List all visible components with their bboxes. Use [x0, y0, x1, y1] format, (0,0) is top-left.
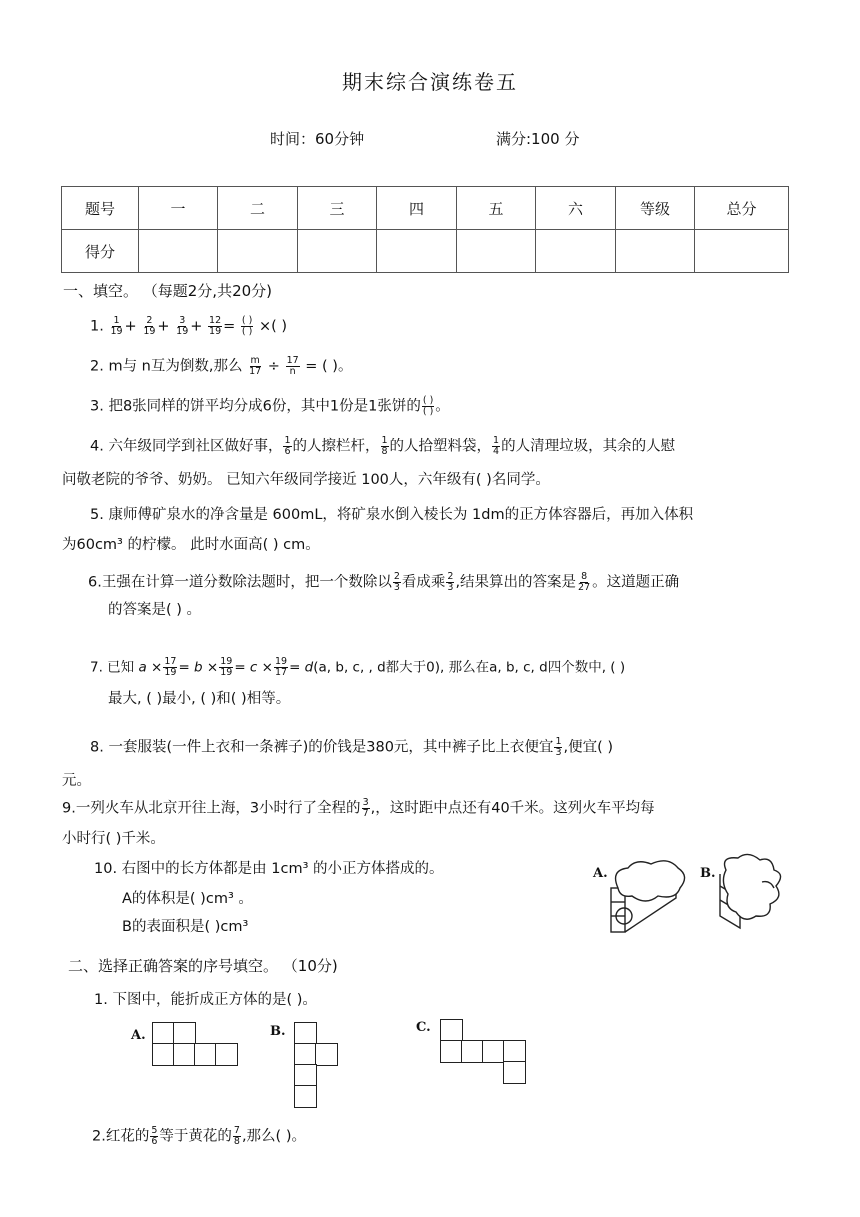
- score-table-header-cell: 二: [218, 187, 298, 230]
- question-5-line2: 为60cm³ 的柠檬。 此时水面高( ) cm。: [62, 537, 320, 553]
- math-expression: = c ×: [234, 659, 273, 676]
- question-4: [90, 436, 675, 457]
- score-table-header-cell: 五: [457, 187, 536, 230]
- score-cell[interactable]: [457, 230, 536, 273]
- net-square: [173, 1043, 196, 1066]
- question-text: 等于黄花的: [159, 1128, 232, 1145]
- s2-question-2: [92, 1126, 306, 1147]
- net-square: [482, 1040, 505, 1063]
- net-square: [315, 1043, 338, 1066]
- net-square: [152, 1022, 175, 1045]
- net-square: [294, 1043, 317, 1066]
- net-square: [152, 1043, 175, 1066]
- fraction: $\frac{2}{19}$: [143, 315, 156, 337]
- score-cell[interactable]: [218, 230, 298, 273]
- question-text: (a, b, c, , d都大于0), 那么在a, b, c, d四个数中, ( ): [313, 659, 626, 676]
- question-text: ,便宜( ): [563, 739, 614, 756]
- question-text: ,结果算出的答案是: [455, 574, 577, 591]
- net-square: [215, 1043, 238, 1066]
- question-9-line2: 小时行( )千米。: [62, 831, 165, 847]
- score-table-header-cell: 总分: [695, 187, 789, 230]
- fraction: $\frac{2}{3}$: [393, 571, 400, 593]
- score-cell[interactable]: [377, 230, 457, 273]
- score-cell[interactable]: [139, 230, 218, 273]
- answer-blank[interactable]: = ( )。: [305, 358, 353, 375]
- time-label: 时间：60分钟: [270, 130, 365, 148]
- fraction: $\frac{7}{8}$: [233, 1125, 240, 1147]
- fraction: $\frac{1}{8}$: [381, 435, 388, 457]
- question-text: 9.一列火车从北京开往上海，3小时行了全程的: [62, 800, 361, 817]
- math-expression: = d: [289, 659, 314, 676]
- score-table-header-row: [62, 187, 789, 230]
- score-table-header-cell: 三: [298, 187, 377, 230]
- page-title: 期末综合演练卷五: [342, 70, 518, 94]
- score-cell[interactable]: [298, 230, 377, 273]
- score-table-score-row: [62, 230, 789, 273]
- score-table: [61, 186, 789, 273]
- fraction: $\frac{19}{17}$: [274, 656, 288, 678]
- question-10-line3: B的表面积是( )cm³: [122, 919, 249, 935]
- question-10-line2: A的体积是( )cm³ 。: [122, 891, 253, 907]
- question-4-line2: 问敬老院的爷爷、奶奶。 已知六年级同学接近 100人，六年级有( )名同学。: [62, 472, 550, 488]
- question-number: 1.: [90, 318, 104, 335]
- net-square: [461, 1040, 484, 1063]
- punctuation: 。: [435, 398, 450, 415]
- question-text: ,，这时距中点还有40千米。这列火车平均每: [370, 800, 655, 817]
- question-text: 2. m与 n互为倒数,那么: [90, 358, 243, 375]
- section1-heading: 一、填空。 （每题2分,共20分): [63, 282, 273, 300]
- score-cell[interactable]: [616, 230, 695, 273]
- question-text: 的人清理垃圾，其余的人慰: [501, 438, 676, 455]
- fraction: $\frac{1}{3}$: [555, 736, 562, 758]
- net-square: [294, 1022, 317, 1045]
- score-cell[interactable]: [536, 230, 616, 273]
- fraction: $\frac{17}{19}$: [164, 656, 177, 678]
- score-table-header-cell: 六: [536, 187, 616, 230]
- net-label-b: B.: [270, 1024, 286, 1039]
- fraction: $\frac{19}{19}$: [220, 656, 233, 678]
- net-square: [294, 1085, 317, 1108]
- fraction: $\frac{1}{19}$: [110, 315, 123, 337]
- question-text: 8. 一套服装(一件上衣和一条裤子)的价钱是380元，其中裤子比上衣便宜: [90, 739, 554, 756]
- fraction: $\frac{8}{27}$: [578, 571, 591, 593]
- score-cell[interactable]: [695, 230, 789, 273]
- score-table-header-cell: 四: [377, 187, 457, 230]
- question-text: 3. 把8张同样的饼平均分成6份，其中1份是1张饼的: [90, 398, 421, 415]
- s2-question-1: 1. 下图中，能折成正方体的是( )。: [94, 992, 317, 1008]
- net-square: [440, 1019, 463, 1042]
- question-text: ,那么( )。: [241, 1128, 306, 1145]
- fraction: $\frac{m}{17}$: [249, 355, 262, 377]
- question-text: 的人拾塑料袋，: [389, 438, 492, 455]
- question-6: [88, 572, 679, 593]
- fraction: $\frac{3}{19}$: [176, 315, 189, 337]
- question-text: 7. 已知: [90, 659, 135, 676]
- question-text: 2.红花的: [92, 1128, 150, 1145]
- math-expression: a ×: [138, 659, 163, 676]
- cuboid-figure-b: [714, 852, 796, 934]
- question-9: [62, 798, 655, 819]
- fraction: $\frac{3}{7}$: [362, 797, 369, 819]
- net-label-c: C.: [416, 1020, 431, 1035]
- figure-label-b: B.: [700, 866, 716, 881]
- fraction: $\frac{5}{6}$: [151, 1125, 158, 1147]
- figure-label-a: A.: [593, 866, 608, 881]
- fraction: $\frac{17}{n}$: [286, 355, 299, 377]
- score-table-header-cell: 等级: [616, 187, 695, 230]
- question-6-line2: 的答案是( ) 。: [108, 602, 202, 618]
- score-row-label: 得分: [62, 230, 139, 273]
- section2-heading: 二、选择正确答案的序号填空。 （10分): [68, 957, 338, 975]
- net-label-a: A.: [131, 1028, 146, 1043]
- question-7: [90, 657, 625, 678]
- net-square: [194, 1043, 217, 1066]
- math-expression: = b ×: [178, 659, 219, 676]
- full-score-label: 满分:100 分: [496, 130, 580, 148]
- divide-sign: ÷: [267, 358, 280, 375]
- question-text: 的人擦栏杆，: [292, 438, 380, 455]
- score-table-header-cell: 题号: [62, 187, 139, 230]
- question-8-line2: 元。: [62, 773, 91, 789]
- question-text: 6.王强在计算一道分数除法题时，把一个数除以: [88, 574, 392, 591]
- net-square: [503, 1061, 526, 1084]
- question-8: [90, 737, 613, 758]
- fraction: $\frac{12}{19}$: [209, 315, 222, 337]
- question-3: [90, 396, 450, 417]
- net-square: [173, 1022, 196, 1045]
- question-7-line2: 最大, ( )最小, ( )和( )相等。: [108, 691, 291, 707]
- fraction: $\frac{1}{6}$: [284, 435, 291, 457]
- question-text: 4. 六年级同学到社区做好事，: [90, 438, 283, 455]
- net-square: [440, 1040, 463, 1063]
- question-10: 10. 右图中的长方体都是由 1cm³ 的小正方体搭成的。: [94, 861, 444, 877]
- fraction: $\frac{2}{3}$: [447, 571, 454, 593]
- question-text: 。这道题正确: [592, 574, 680, 591]
- answer-blank[interactable]: ×( ): [258, 318, 288, 335]
- answer-blank-fraction[interactable]: $\frac{( )}{( )}$: [422, 395, 434, 417]
- answer-blank-fraction[interactable]: $\frac{( )}{( )}$: [241, 315, 253, 337]
- question-5: 5. 康师傅矿泉水的净含量是 600mL，将矿泉水倒入棱长为 1dm的正方体容器后，再加入体积: [90, 507, 694, 523]
- score-table-header-cell: 一: [139, 187, 218, 230]
- question-text: 看成乘: [401, 574, 446, 591]
- net-square: [503, 1040, 526, 1063]
- fraction: $\frac{1}{4}$: [493, 435, 500, 457]
- question-1: 1. $\frac{1}{19}$ + $\frac{2}{19}$ + $\frac{3}{19}$ + $\frac{12}{19}$ = $\frac{( )}{( )}$ ×( ): [90, 315, 288, 337]
- question-2: [90, 356, 352, 377]
- net-square: [294, 1064, 317, 1087]
- cuboid-figure-a: [606, 858, 692, 938]
